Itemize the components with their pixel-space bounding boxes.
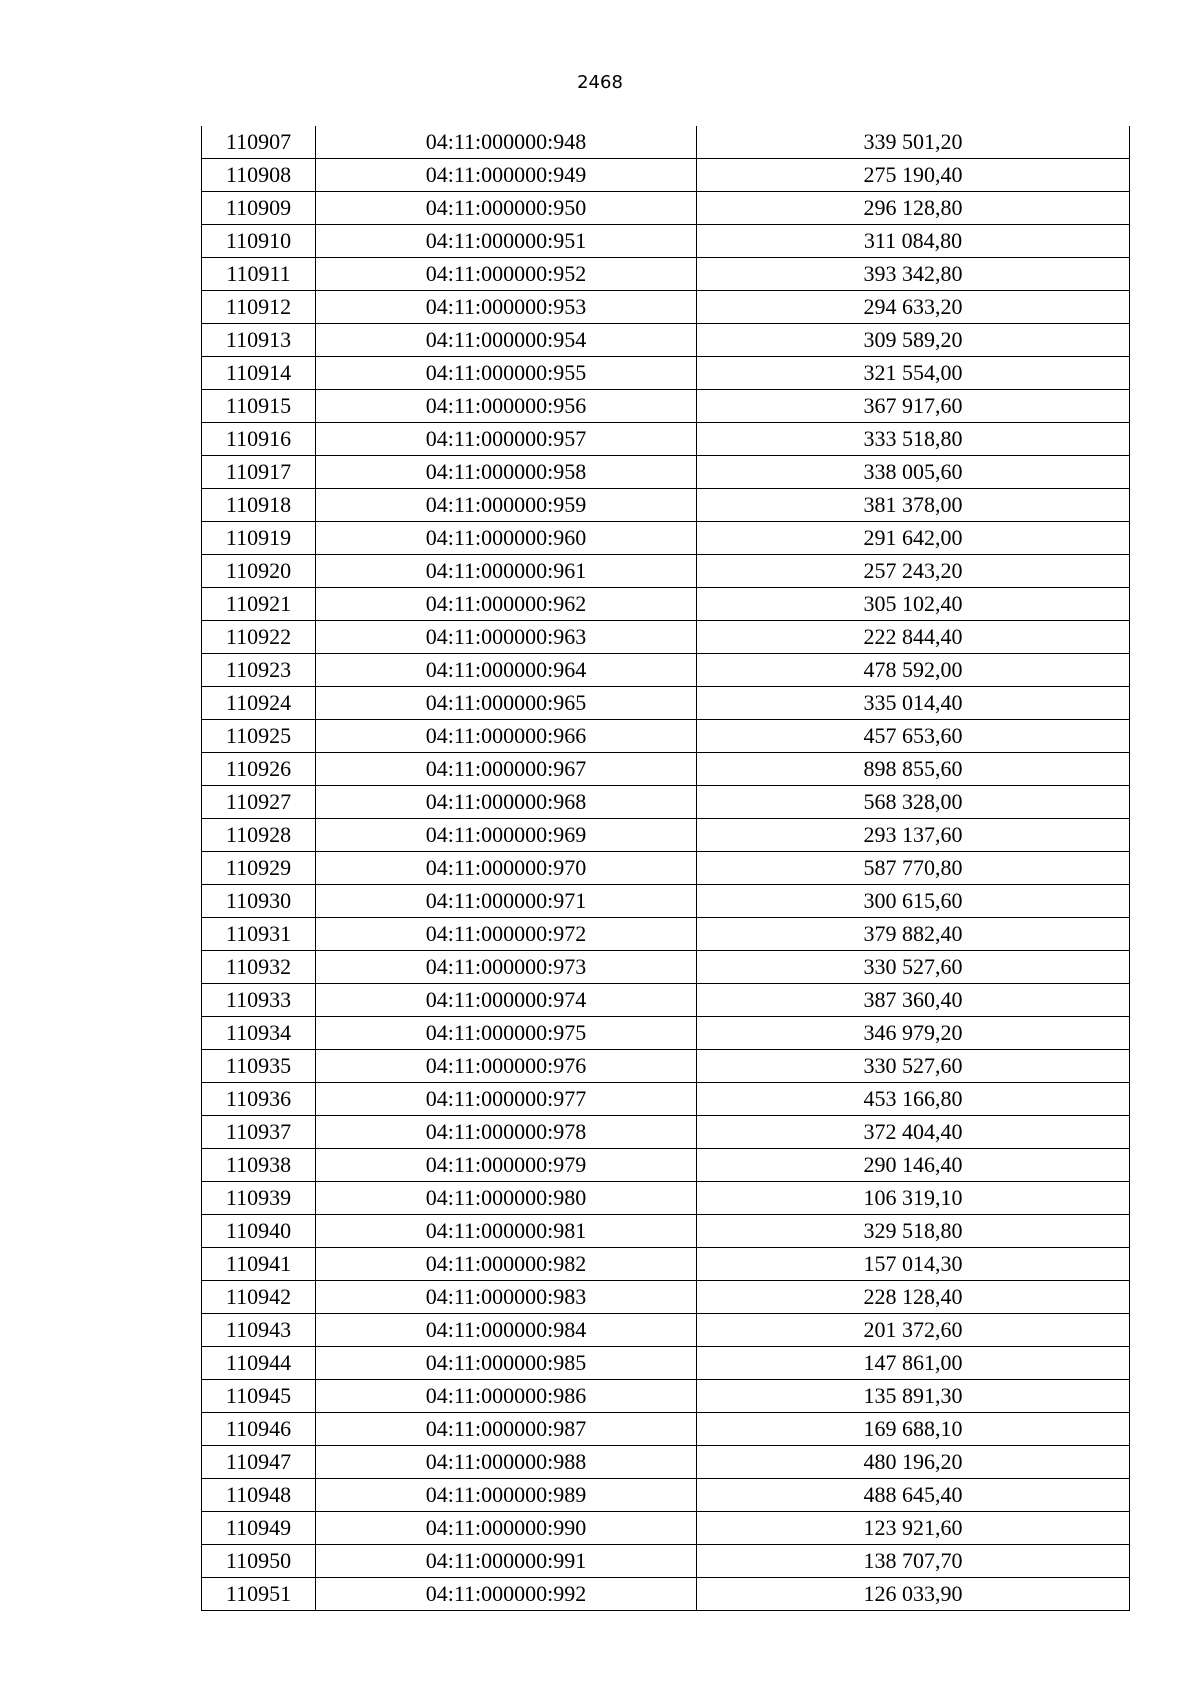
- value-cell: 291 642,00: [697, 522, 1130, 555]
- value-cell: 338 005,60: [697, 456, 1130, 489]
- value-cell: 333 518,80: [697, 423, 1130, 456]
- cadastral-number-cell: 04:11:000000:972: [316, 918, 697, 951]
- row-number-cell: 110938: [202, 1149, 316, 1182]
- table-row: [202, 951, 1130, 984]
- value-cell: 453 166,80: [697, 1083, 1130, 1116]
- cadastral-number-cell: 04:11:000000:992: [316, 1578, 697, 1611]
- table-row: [202, 1347, 1130, 1380]
- value-cell: 367 917,60: [697, 390, 1130, 423]
- cadastral-number-cell: 04:11:000000:962: [316, 588, 697, 621]
- value-cell: 457 653,60: [697, 720, 1130, 753]
- value-cell: 305 102,40: [697, 588, 1130, 621]
- table-row: [202, 1578, 1130, 1611]
- row-number-cell: 110919: [202, 522, 316, 555]
- row-number-cell: 110908: [202, 159, 316, 192]
- row-number-cell: 110907: [202, 126, 316, 159]
- cadastral-number-cell: 04:11:000000:981: [316, 1215, 697, 1248]
- cadastral-number-cell: 04:11:000000:963: [316, 621, 697, 654]
- cadastral-number-cell: 04:11:000000:990: [316, 1512, 697, 1545]
- value-cell: 480 196,20: [697, 1446, 1130, 1479]
- row-number-cell: 110934: [202, 1017, 316, 1050]
- cadastral-number-cell: 04:11:000000:968: [316, 786, 697, 819]
- table-row: [202, 1017, 1130, 1050]
- cadastral-number-cell: 04:11:000000:970: [316, 852, 697, 885]
- row-number-cell: 110928: [202, 819, 316, 852]
- cadastral-number-cell: 04:11:000000:954: [316, 324, 697, 357]
- table-row: [202, 1182, 1130, 1215]
- row-number-cell: 110920: [202, 555, 316, 588]
- row-number-cell: 110950: [202, 1545, 316, 1578]
- cadastral-number-cell: 04:11:000000:977: [316, 1083, 697, 1116]
- value-cell: 898 855,60: [697, 753, 1130, 786]
- value-cell: 275 190,40: [697, 159, 1130, 192]
- value-cell: 123 921,60: [697, 1512, 1130, 1545]
- cadastral-number-cell: 04:11:000000:957: [316, 423, 697, 456]
- cadastral-number-cell: 04:11:000000:967: [316, 753, 697, 786]
- table-row: [202, 423, 1130, 456]
- value-cell: 309 589,20: [697, 324, 1130, 357]
- table-row: [202, 258, 1130, 291]
- value-cell: 381 378,00: [697, 489, 1130, 522]
- table-row: [202, 489, 1130, 522]
- value-cell: 568 328,00: [697, 786, 1130, 819]
- row-number-cell: 110926: [202, 753, 316, 786]
- cadastral-number-cell: 04:11:000000:976: [316, 1050, 697, 1083]
- row-number-cell: 110941: [202, 1248, 316, 1281]
- value-cell: 321 554,00: [697, 357, 1130, 390]
- row-number-cell: 110922: [202, 621, 316, 654]
- value-cell: 587 770,80: [697, 852, 1130, 885]
- value-cell: 147 861,00: [697, 1347, 1130, 1380]
- cadastral-number-cell: 04:11:000000:974: [316, 984, 697, 1017]
- row-number-cell: 110948: [202, 1479, 316, 1512]
- row-number-cell: 110923: [202, 654, 316, 687]
- table-row: [202, 225, 1130, 258]
- value-cell: 257 243,20: [697, 555, 1130, 588]
- table-row: [202, 1050, 1130, 1083]
- row-number-cell: 110909: [202, 192, 316, 225]
- cadastral-number-cell: 04:11:000000:952: [316, 258, 697, 291]
- cadastral-number-cell: 04:11:000000:966: [316, 720, 697, 753]
- row-number-cell: 110931: [202, 918, 316, 951]
- row-number-cell: 110917: [202, 456, 316, 489]
- row-number-cell: 110940: [202, 1215, 316, 1248]
- value-cell: 135 891,30: [697, 1380, 1130, 1413]
- row-number-cell: 110915: [202, 390, 316, 423]
- value-cell: 222 844,40: [697, 621, 1130, 654]
- table-row: [202, 819, 1130, 852]
- row-number-cell: 110945: [202, 1380, 316, 1413]
- table-row: [202, 654, 1130, 687]
- row-number-cell: 110932: [202, 951, 316, 984]
- value-cell: 300 615,60: [697, 885, 1130, 918]
- row-number-cell: 110951: [202, 1578, 316, 1611]
- value-cell: 296 128,80: [697, 192, 1130, 225]
- row-number-cell: 110943: [202, 1314, 316, 1347]
- cadastral-number-cell: 04:11:000000:983: [316, 1281, 697, 1314]
- cadastral-number-cell: 04:11:000000:991: [316, 1545, 697, 1578]
- cadastral-number-cell: 04:11:000000:948: [316, 126, 697, 159]
- row-number-cell: 110921: [202, 588, 316, 621]
- value-cell: 330 527,60: [697, 951, 1130, 984]
- table-row: [202, 1248, 1130, 1281]
- table-row: [202, 1446, 1130, 1479]
- cadastral-number-cell: 04:11:000000:960: [316, 522, 697, 555]
- cadastral-number-cell: 04:11:000000:980: [316, 1182, 697, 1215]
- page-number: 2468: [577, 72, 623, 93]
- cadastral-number-cell: 04:11:000000:951: [316, 225, 697, 258]
- row-number-cell: 110912: [202, 291, 316, 324]
- table-row: [202, 1413, 1130, 1446]
- row-number-cell: 110939: [202, 1182, 316, 1215]
- value-cell: 330 527,60: [697, 1050, 1130, 1083]
- cadastral-number-cell: 04:11:000000:950: [316, 192, 697, 225]
- value-cell: 294 633,20: [697, 291, 1130, 324]
- table-row: [202, 291, 1130, 324]
- cadastral-number-cell: 04:11:000000:964: [316, 654, 697, 687]
- cadastral-number-cell: 04:11:000000:953: [316, 291, 697, 324]
- cadastral-number-cell: 04:11:000000:975: [316, 1017, 697, 1050]
- row-number-cell: 110918: [202, 489, 316, 522]
- table-row: [202, 1083, 1130, 1116]
- table-row: [202, 1380, 1130, 1413]
- row-number-cell: 110916: [202, 423, 316, 456]
- value-cell: 138 707,70: [697, 1545, 1130, 1578]
- cadastral-number-cell: 04:11:000000:955: [316, 357, 697, 390]
- cadastral-number-cell: 04:11:000000:979: [316, 1149, 697, 1182]
- value-cell: 201 372,60: [697, 1314, 1130, 1347]
- value-cell: 372 404,40: [697, 1116, 1130, 1149]
- value-cell: 335 014,40: [697, 687, 1130, 720]
- row-number-cell: 110929: [202, 852, 316, 885]
- table-row: [202, 918, 1130, 951]
- table-row: [202, 621, 1130, 654]
- value-cell: 387 360,40: [697, 984, 1130, 1017]
- table-row: [202, 1545, 1130, 1578]
- table-row: [202, 390, 1130, 423]
- table-row: [202, 687, 1130, 720]
- row-number-cell: 110933: [202, 984, 316, 1017]
- value-cell: 106 319,10: [697, 1182, 1130, 1215]
- cadastral-number-cell: 04:11:000000:989: [316, 1479, 697, 1512]
- row-number-cell: 110946: [202, 1413, 316, 1446]
- table-row: [202, 1149, 1130, 1182]
- row-number-cell: 110910: [202, 225, 316, 258]
- cadastral-number-cell: 04:11:000000:985: [316, 1347, 697, 1380]
- table-row: [202, 786, 1130, 819]
- value-cell: 329 518,80: [697, 1215, 1130, 1248]
- table-row: [202, 753, 1130, 786]
- value-cell: 293 137,60: [697, 819, 1130, 852]
- table-row: [202, 192, 1130, 225]
- value-cell: 228 128,40: [697, 1281, 1130, 1314]
- cadastral-number-cell: 04:11:000000:958: [316, 456, 697, 489]
- cadastral-number-cell: 04:11:000000:965: [316, 687, 697, 720]
- row-number-cell: 110936: [202, 1083, 316, 1116]
- cadastral-number-cell: 04:11:000000:959: [316, 489, 697, 522]
- cadastral-number-cell: 04:11:000000:978: [316, 1116, 697, 1149]
- table-row: [202, 1215, 1130, 1248]
- registry-table: [201, 126, 1130, 1611]
- cadastral-number-cell: 04:11:000000:961: [316, 555, 697, 588]
- table-row: [202, 522, 1130, 555]
- row-number-cell: 110930: [202, 885, 316, 918]
- cadastral-number-cell: 04:11:000000:956: [316, 390, 697, 423]
- value-cell: 346 979,20: [697, 1017, 1130, 1050]
- cadastral-number-cell: 04:11:000000:969: [316, 819, 697, 852]
- table-row: [202, 1116, 1130, 1149]
- row-number-cell: 110944: [202, 1347, 316, 1380]
- table-row: [202, 1512, 1130, 1545]
- table-row: [202, 885, 1130, 918]
- row-number-cell: 110925: [202, 720, 316, 753]
- table-row: [202, 1281, 1130, 1314]
- table-row: [202, 159, 1130, 192]
- row-number-cell: 110911: [202, 258, 316, 291]
- table-row: [202, 456, 1130, 489]
- row-number-cell: 110927: [202, 786, 316, 819]
- value-cell: 311 084,80: [697, 225, 1130, 258]
- registry-table-body: [202, 126, 1130, 1611]
- value-cell: 488 645,40: [697, 1479, 1130, 1512]
- table-row: [202, 1479, 1130, 1512]
- cadastral-number-cell: 04:11:000000:973: [316, 951, 697, 984]
- value-cell: 339 501,20: [697, 126, 1130, 159]
- value-cell: 393 342,80: [697, 258, 1130, 291]
- row-number-cell: 110947: [202, 1446, 316, 1479]
- cadastral-number-cell: 04:11:000000:984: [316, 1314, 697, 1347]
- row-number-cell: 110937: [202, 1116, 316, 1149]
- row-number-cell: 110949: [202, 1512, 316, 1545]
- table-row: [202, 1314, 1130, 1347]
- table-row: [202, 984, 1130, 1017]
- row-number-cell: 110914: [202, 357, 316, 390]
- row-number-cell: 110913: [202, 324, 316, 357]
- value-cell: 169 688,10: [697, 1413, 1130, 1446]
- table-row: [202, 357, 1130, 390]
- cadastral-number-cell: 04:11:000000:949: [316, 159, 697, 192]
- table-row: [202, 852, 1130, 885]
- cadastral-number-cell: 04:11:000000:971: [316, 885, 697, 918]
- cadastral-number-cell: 04:11:000000:987: [316, 1413, 697, 1446]
- row-number-cell: 110924: [202, 687, 316, 720]
- table-row: [202, 588, 1130, 621]
- cadastral-number-cell: 04:11:000000:988: [316, 1446, 697, 1479]
- value-cell: 126 033,90: [697, 1578, 1130, 1611]
- table-row: [202, 555, 1130, 588]
- table-row: [202, 720, 1130, 753]
- cadastral-number-cell: 04:11:000000:982: [316, 1248, 697, 1281]
- cadastral-number-cell: 04:11:000000:986: [316, 1380, 697, 1413]
- row-number-cell: 110942: [202, 1281, 316, 1314]
- value-cell: 157 014,30: [697, 1248, 1130, 1281]
- value-cell: 290 146,40: [697, 1149, 1130, 1182]
- value-cell: 379 882,40: [697, 918, 1130, 951]
- row-number-cell: 110935: [202, 1050, 316, 1083]
- table-row: [202, 126, 1130, 159]
- table-row: [202, 324, 1130, 357]
- value-cell: 478 592,00: [697, 654, 1130, 687]
